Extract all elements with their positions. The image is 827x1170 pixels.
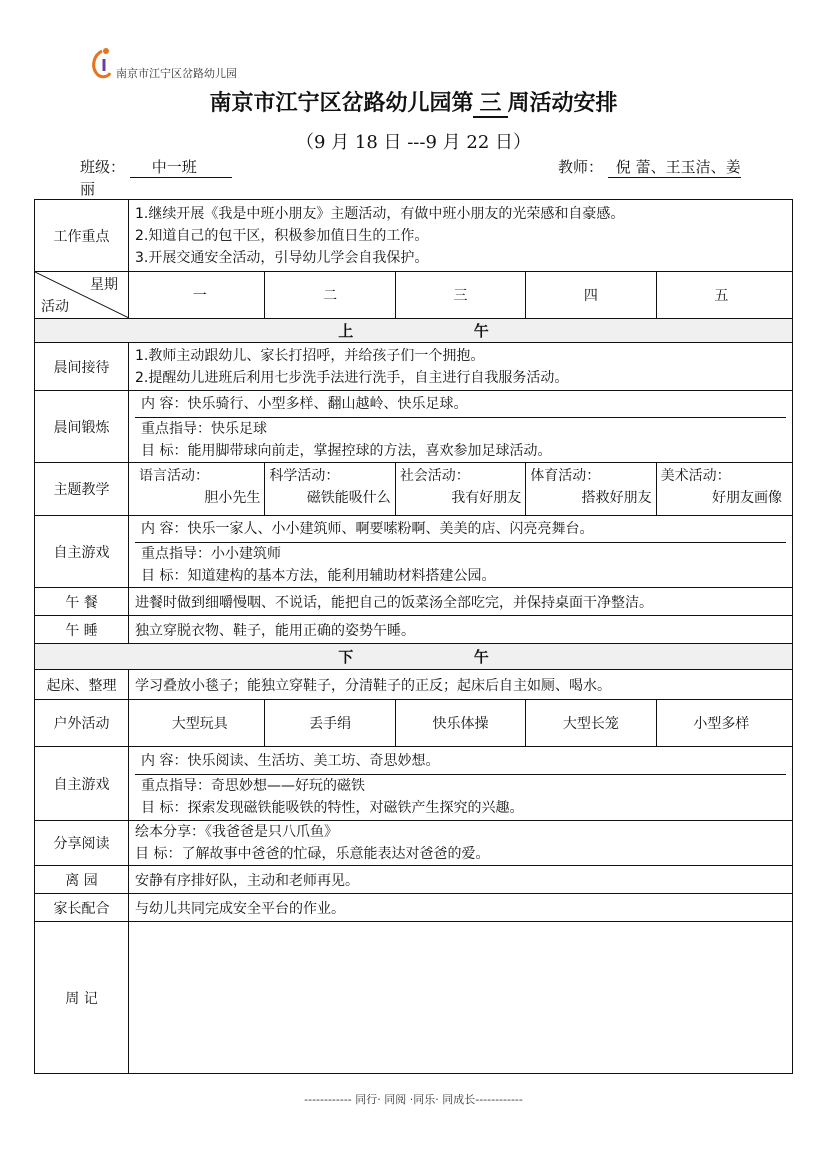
weekday-header-row [35, 272, 793, 319]
free-play-am-label: 自主游戏 [35, 516, 129, 588]
wakeup-text: 学习叠放小毯子；能独立穿鞋子，分清鞋子的正反；起床后自主如厕、喝水。 [129, 670, 793, 700]
weekday-wed: 三 [395, 272, 525, 318]
free-play-am-goal-line: 目 标：知道建构的基本方法，能利用辅助材料搭建公园。 [141, 567, 496, 584]
teacher-overflow-line [80, 178, 296, 200]
greeting-line: 1.教师主动跟幼儿、家长打招呼，并给孩子们一个拥抱。 [135, 347, 485, 364]
free-play-pm-label: 自主游戏 [35, 747, 129, 821]
weekly-notes-row [35, 922, 793, 1074]
leave-text: 安静有序排好队，主动和老师再见。 [129, 866, 793, 894]
outdoor-content [129, 700, 793, 747]
lunch-text: 进餐时做到细嚼慢咽、不说话，能把自己的饭菜汤全部吃完，并保持桌面干净整洁。 [129, 588, 793, 616]
teacher-overflow: 丽 [80, 178, 296, 200]
teacher-value: 倪 蕾、王玉洁、姜 [608, 156, 741, 178]
free-play-am-content-line: 内 容：快乐一家人、小小建筑师、啊要嗦粉啊、美美的店、闪亮亮舞台。 [141, 520, 594, 537]
nap-label: 午 睡 [35, 616, 129, 644]
leave-label: 离 园 [35, 866, 129, 894]
teacher-label: 教师： [558, 158, 604, 176]
outdoor-row [35, 700, 793, 747]
greeting-content [129, 343, 793, 391]
outdoor-label: 户外活动 [35, 700, 129, 747]
free-play-am-content [129, 516, 793, 588]
theme-category: 体育活动： [530, 468, 601, 484]
free-play-am-focus-line: 重点指导：小小建筑师 [141, 545, 281, 562]
week-number: 三 [473, 92, 507, 118]
weekly-schedule-table [34, 199, 793, 1074]
corner-activity-label: 活动 [41, 299, 69, 315]
weekday-cells [129, 272, 793, 319]
exercise-goal-line: 目 标：能用脚带球向前走，掌握控球的方法，喜欢参加足球活动。 [141, 442, 552, 459]
greeting-row [35, 343, 793, 391]
exercise-row [35, 391, 793, 463]
reading-row [35, 821, 793, 866]
wakeup-label: 起床、整理 [35, 670, 129, 700]
free-play-pm-content [129, 747, 793, 821]
weekday-tue: 二 [264, 272, 394, 318]
parents-label: 家长配合 [35, 894, 129, 922]
focus-label: 工作重点 [35, 200, 129, 272]
lunch-row [35, 588, 793, 616]
reading-label: 分享阅读 [35, 821, 129, 866]
title-suffix: 周活动安排 [507, 91, 618, 116]
kindergarten-logo [88, 45, 268, 79]
theme-art [656, 463, 786, 515]
free-play-pm-focus-line: 重点指导：奇思妙想——好玩的磁铁 [141, 778, 365, 794]
exercise-content [129, 391, 793, 463]
weekday-mon: 一 [192, 288, 207, 304]
corner-weekday-label: 星期 [90, 277, 118, 293]
outdoor-item: 小型多样 [656, 700, 786, 746]
theme-activity: 磁铁能吸什么 [306, 490, 391, 506]
theme-social [395, 463, 525, 515]
outdoor-item: 快乐体操 [395, 700, 525, 746]
outdoor-item: 丢手绢 [264, 700, 394, 746]
free-play-pm-content-line: 内 容：快乐阅读、生活坊、美工坊、奇思妙想。 [141, 753, 440, 769]
nap-row [35, 616, 793, 644]
theme-science [264, 463, 394, 515]
reading-goal-line: 目 标：了解故事中爸爸的忙碌，乐意能表达对爸爸的爱。 [135, 846, 490, 862]
theme-content [129, 463, 793, 516]
exercise-label: 晨间锻炼 [35, 391, 129, 463]
footer-slogan: ------------ 同行· 同阅 ·同乐· 同成长------------ [304, 1093, 523, 1106]
focus-line: 1.继续开展《我是中班小朋友》主题活动，有做中班小朋友的光荣感和自豪感。 [135, 205, 625, 222]
weekday-thu: 四 [525, 272, 655, 318]
greeting-label: 晨间接待 [35, 343, 129, 391]
page-title [0, 86, 827, 118]
weekly-notes-area[interactable] [129, 922, 793, 1074]
theme-category: 美术活动： [660, 468, 731, 484]
free-play-pm-goal-line: 目 标：探索发现磁铁能吸铁的特性，对磁铁产生探究的兴趣。 [141, 800, 524, 816]
focus-line: 2.知道自己的包干区，积极参加值日生的工作。 [135, 227, 429, 244]
free-play-am-row [35, 516, 793, 588]
theme-activity: 好朋友画像 [712, 490, 783, 506]
theme-language [135, 463, 264, 515]
focus-content [129, 200, 793, 272]
theme-activity: 胆小先生 [204, 490, 261, 506]
reading-content [129, 821, 793, 866]
weekly-notes-label: 周 记 [35, 922, 129, 1074]
class-info [80, 156, 232, 178]
theme-sports [525, 463, 655, 515]
afternoon-section-header [35, 644, 793, 670]
theme-label: 主题教学 [35, 463, 129, 516]
greeting-line: 2.提醒幼儿进班后利用七步洗手法进行洗手，自主进行自我服务活动。 [135, 369, 569, 386]
leave-row [35, 866, 793, 894]
section-left-char: 上 [338, 322, 354, 340]
title-prefix: 南京市江宁区岔路幼儿园第 [209, 91, 474, 116]
morning-section-row [35, 319, 793, 343]
section-right-char: 午 [473, 648, 489, 666]
outdoor-item: 大型玩具 [171, 716, 228, 732]
theme-activity: 搭救好朋友 [581, 490, 652, 506]
theme-category: 语言活动： [139, 468, 209, 484]
wakeup-row [35, 670, 793, 700]
class-value: 中一班 [130, 156, 232, 178]
afternoon-section-row [35, 644, 793, 670]
parents-row [35, 894, 793, 922]
outdoor-item: 大型长笼 [525, 700, 655, 746]
logo-text: 南京市江宁区岔路幼儿园 [116, 67, 237, 80]
teacher-info [558, 156, 741, 178]
logo-mark-icon [88, 45, 118, 79]
morning-section-header [35, 319, 793, 343]
nap-text: 独立穿脱衣物、鞋子，能用正确的姿势午睡。 [129, 616, 793, 644]
class-label: 班级： [80, 158, 126, 176]
theme-category: 科学活动： [269, 468, 340, 484]
reading-book-line: 绘本分享：《我爸爸是只八爪鱼》 [135, 824, 338, 840]
theme-row [35, 463, 793, 516]
weekday-corner [35, 272, 129, 319]
theme-category: 社会活动： [399, 468, 470, 484]
date-range: （9 月 18 日 ---9 月 22 日） [295, 132, 531, 153]
section-left-char: 下 [338, 648, 354, 666]
focus-line: 3.开展交通安全活动，引导幼儿学会自我保护。 [135, 249, 429, 266]
lunch-label: 午 餐 [35, 588, 129, 616]
section-right-char: 午 [473, 322, 489, 340]
theme-activity: 我有好朋友 [451, 490, 522, 506]
parents-text: 与幼儿共同完成安全平台的作业。 [129, 894, 793, 922]
focus-row [35, 200, 793, 272]
weekday-fri: 五 [656, 272, 786, 318]
exercise-focus-line: 重点指导：快乐足球 [141, 420, 267, 437]
free-play-pm-row [35, 747, 793, 821]
exercise-content-line: 内 容：快乐骑行、小型多样、翻山越岭、快乐足球。 [141, 395, 468, 412]
